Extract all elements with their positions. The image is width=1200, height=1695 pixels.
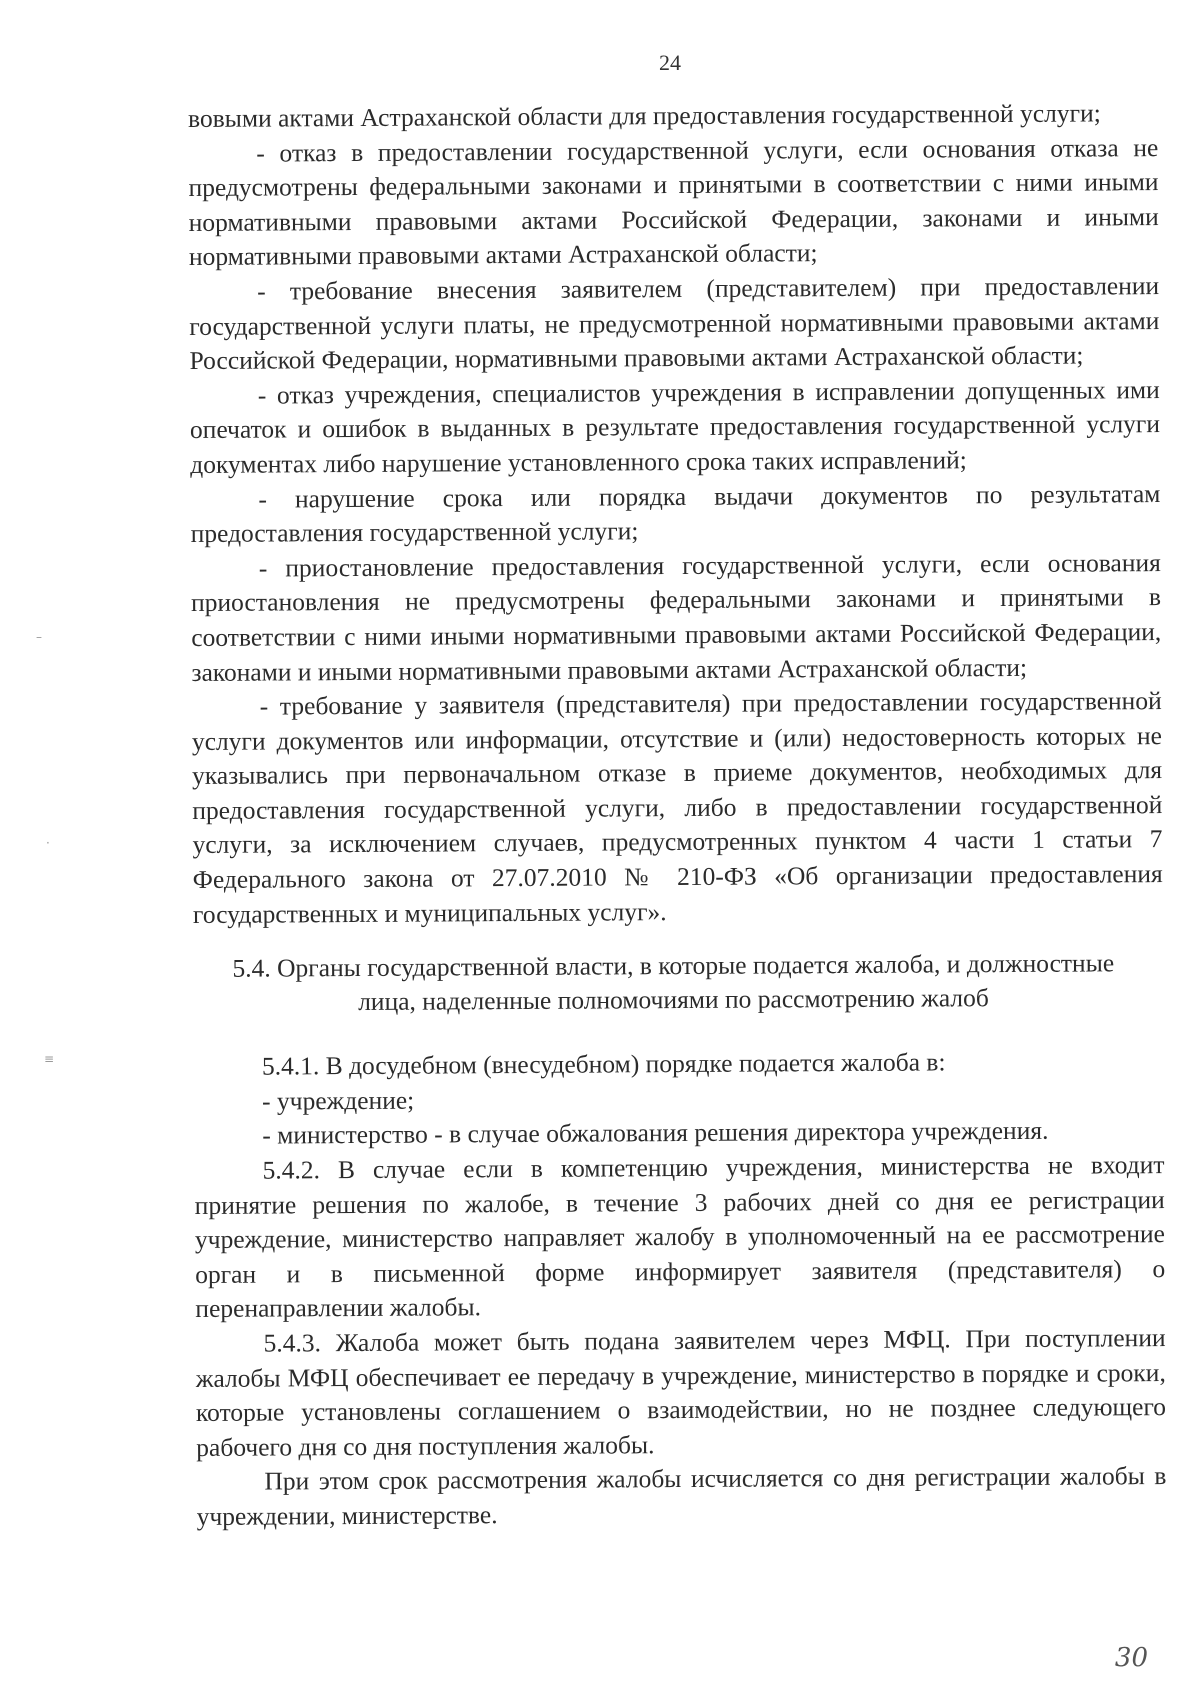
- paragraph-continuation: вовыми актами Астраханской области для предоставления государственной услуги;: [188, 98, 1101, 133]
- margin-scan-mark: ·: [46, 836, 50, 850]
- margin-scan-mark: ≡: [44, 1052, 55, 1066]
- margin-scan-mark: –: [36, 630, 42, 644]
- page-number: 24: [659, 50, 681, 75]
- document-body: [188, 96, 1167, 1534]
- list-item-document-demand: - требование у заявителя (представителя) при предоставлении государственной услуги документов или информации, отсутствие и (или) недостоверность которых не указывались при первоначальном отказе в приеме документов, необходимых для предоставления государственной услуги, либо в предоставлении государственной услуги, за исключением случаев, предусмотренных пунктом 4 части 1 статьи 7 Федерального закона от 27.07.2010 № 210-ФЗ «Об организации предоставления государственных и муниципальных услуг».: [191, 686, 1163, 929]
- list-item-ministry: - министерство - в случае обжалования решения директора учреждения.: [262, 1116, 1049, 1151]
- list-item-institution: - учреждение;: [262, 1085, 415, 1116]
- handwritten-sheet-number: 30: [1114, 1643, 1148, 1673]
- list-item-deadline-violation: - нарушение срока или порядка выдачи документов по результатам предоставления государственной услуги;: [190, 478, 1161, 549]
- paragraph-5-4-1: 5.4.1. В досудебном (внесудебном) порядке подается жалоба в:: [261, 1047, 946, 1081]
- list-item-correction-refusal: - отказ учреждения, специалистов учреждения в исправлении допущенных ими опечаток и ошибок в выданных в результате предоставления государственной услуги документах либо нарушение установленного срока таких исправлений;: [189, 374, 1161, 479]
- list-item-refusal: - отказ в предоставлении государственной услуги, если основания отказа не предусмотрены федеральными законами и принятыми в соответствии с ними иными нормативными правовыми актами Российской Федерации, законами и иными нормативными правовыми актами Астраханской области;: [188, 132, 1159, 272]
- list-item-suspension: - приостановление предоставления государственной услуги, если основания приостановления не предусмотрены федеральными законами и принятыми в соответствии с ними иными нормативными правовыми актами Российской Федерации, законами и иными нормативными правовыми актами Астраханской области;: [190, 547, 1162, 687]
- paragraph-5-4-3: 5.4.3. Жалоба может быть подана заявителем через МФЦ. При поступлении жалобы МФЦ обеспечивает ее передачу в учреждение, министерство в порядке и сроки, которые установлены соглашением о взаимодействии, но не позднее следующего рабочего дня со дня поступления жалобы.: [195, 1323, 1167, 1462]
- list-item-fee-demand: - требование внесения заявителем (представителем) при предоставлении государственной услуги платы, не предусмотренной нормативными правовыми актами Российской Федерации, нормативными правовыми актами Астраханской области;: [189, 271, 1160, 376]
- paragraph-5-4-2: 5.4.2. В случае если в компетенцию учреждения, министерства не входит принятие решения по жалобе, в течение 3 рабочих дней со дня ее регистрации учреждение, министерство направляет жалобу в уполномоченный на ее рассмотрение орган и в письменной форме информирует заявителя (представителя) о перенаправлении жалобы.: [194, 1150, 1166, 1324]
- section-heading: 5.4. Органы государственной власти, в которые подается жалоба, и должностные лица, наделенные полномочиями по рассмотрению жалоб: [232, 948, 1115, 1017]
- paragraph-review-term: При этом срок рассмотрения жалобы исчисляется со дня регистрации жалобы в учреждении, министерстве.: [196, 1461, 1167, 1531]
